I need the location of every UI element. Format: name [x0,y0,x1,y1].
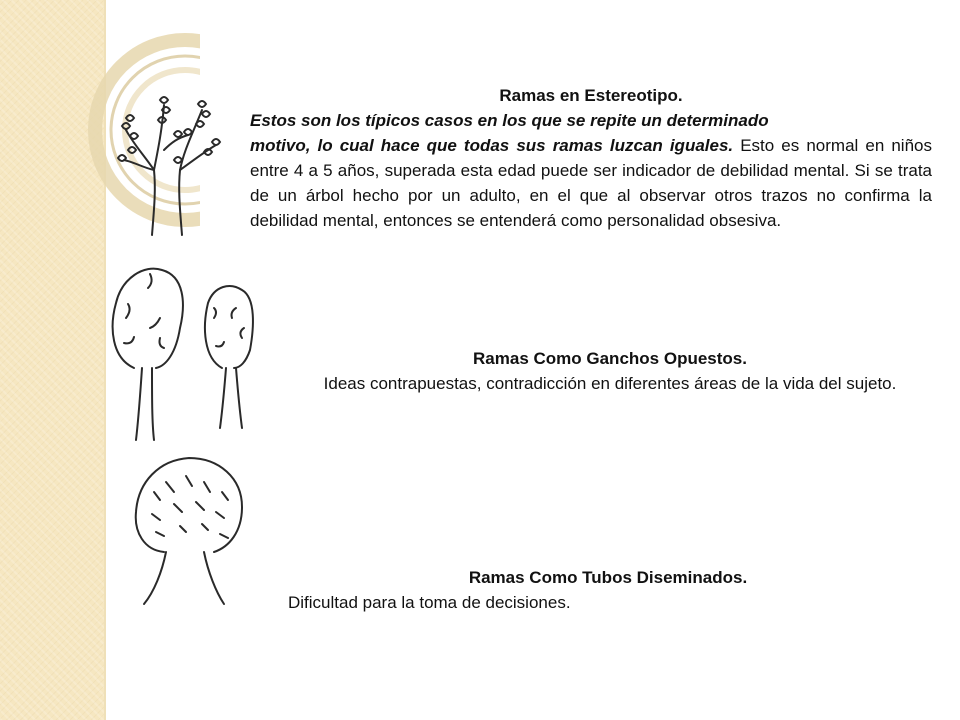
opposed-hook-branches-trees-drawing [104,258,264,443]
section-title-disseminated-tubes: Ramas Como Tubos Diseminados. [468,568,748,587]
section-stereotype [250,83,932,233]
section-opposed-hooks [280,346,940,396]
disseminated-tube-branches-tree-drawing [104,452,264,607]
section-lead-line-stereotype: Estos son los típicos casos en los que se repite un determinado [250,111,769,130]
section-body-opposed-hooks: Ideas contrapuestas, contradicción en diferentes áreas de la vida del sujeto. [323,374,897,393]
section-title-opposed-hooks: Ramas Como Ganchos Opuestos. [473,349,747,368]
stereotype-branches-tree-drawing [104,90,244,240]
section-body-stereotype [250,133,932,233]
section-text-stereotype: Esto es normal en niños entre 4 a 5 años, superada esta edad puede ser indicador de debilidad mental. Si se trata de un árbol hecho por un adulto, en el que al observar otros trazos no confirma la debilidad mental, entonces se entenderá como personalidad obsesiva. [250,136,932,230]
section-title-stereotype: Ramas en Estereotipo. [499,86,683,105]
section-emphasis-stereotype: motivo, lo cual hace que todas sus ramas luzcan iguales. [250,136,734,155]
section-body-disseminated-tubes: Dificultad para la toma de decisiones. [288,593,571,612]
section-disseminated-tubes [288,565,928,615]
